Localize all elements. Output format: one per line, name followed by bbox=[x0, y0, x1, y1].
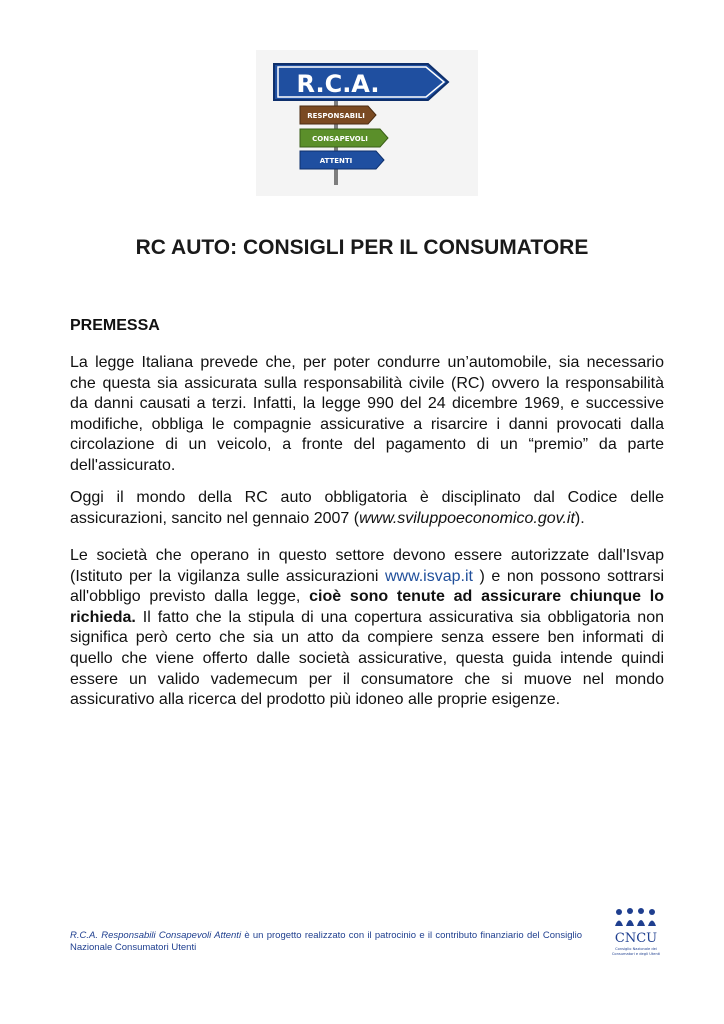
sign-responsabili-text: RESPONSABILI bbox=[307, 112, 365, 120]
paragraph-1: La legge Italiana prevede che, per poter condurre un’automobile, sia necessario che questa sia assicurata sulla responsabilità civile (RC) ovvero la responsabilità da danni causati a terzi. Infatti, la legge 990 del 24 dicembre 1969, e successive modifiche, obbliga le compagnie assicurative a risarcire i danni provocati dalla circolazione di un veicolo, a fronte del pagamento di un “premio” da parte dell'assicurato. bbox=[70, 354, 664, 474]
cncu-acronym: CNCU bbox=[614, 931, 658, 946]
paragraph-2 bbox=[70, 488, 664, 529]
cncu-line-1: Consiglio Nazionale dei bbox=[615, 947, 657, 951]
section-heading: PREMESSA bbox=[70, 317, 160, 334]
main-sign-text: R.C.A. bbox=[296, 70, 380, 98]
paragraph-3-bold: cioè sono tenute ad assicurare chiunque lo richieda. bbox=[70, 588, 665, 626]
paragraph-2-text: Oggi il mondo della RC auto obbligatoria è disciplinato dal Codice delle assicurazioni, sancito nel gennaio 2007 ( bbox=[70, 489, 664, 527]
paragraph-2-end: ). bbox=[574, 509, 585, 527]
footer-project-name: R.C.A. Responsabili Consapevoli Attenti bbox=[70, 930, 242, 941]
page-title: RC AUTO: CONSIGLI PER IL CONSUMATORE bbox=[135, 236, 589, 259]
footer-text: è un progetto realizzato con il patrocinio e il contributo finanziario del Consiglio Nazionale Consumatori Utenti bbox=[70, 930, 582, 953]
footer-note bbox=[70, 930, 582, 954]
cncu-line-2: Consumatori e degli Utenti bbox=[611, 952, 661, 956]
rca-logo bbox=[256, 50, 478, 196]
cncu-logo bbox=[610, 906, 664, 962]
sign-consapevoli-text: CONSAPEVOLI bbox=[312, 135, 368, 143]
paragraph-3-text-c: Il fatto che la stipula di una copertura assicurativa sia obbligatoria non significa però certo che sia un atto da compiere senza essere ben informati di quello che viene offerto dalle società assicurative, questa guida intende quindi essere un valido vademecum per il consumatore che si muove nel mondo assicurativo alla ricerca del prodotto più idoneo alle proprie esigenze. bbox=[70, 608, 664, 709]
sviluppoeconomico-link[interactable]: www.sviluppoeconomico.gov.it bbox=[359, 509, 575, 527]
paragraph-3-text-b: ) e non possono sottrarsi all'obbligo previsto dalla legge, bbox=[70, 567, 665, 606]
sign-attenti-text: ATTENTI bbox=[319, 157, 353, 165]
paragraph-3-text-a: Le società che operano in questo settore devono essere autorizzate dall'Isvap (Istituto per la vigilanza sulle assicurazioni bbox=[70, 547, 664, 585]
paragraph-3 bbox=[70, 546, 664, 711]
isvap-link[interactable]: www.isvap.it bbox=[384, 567, 473, 585]
